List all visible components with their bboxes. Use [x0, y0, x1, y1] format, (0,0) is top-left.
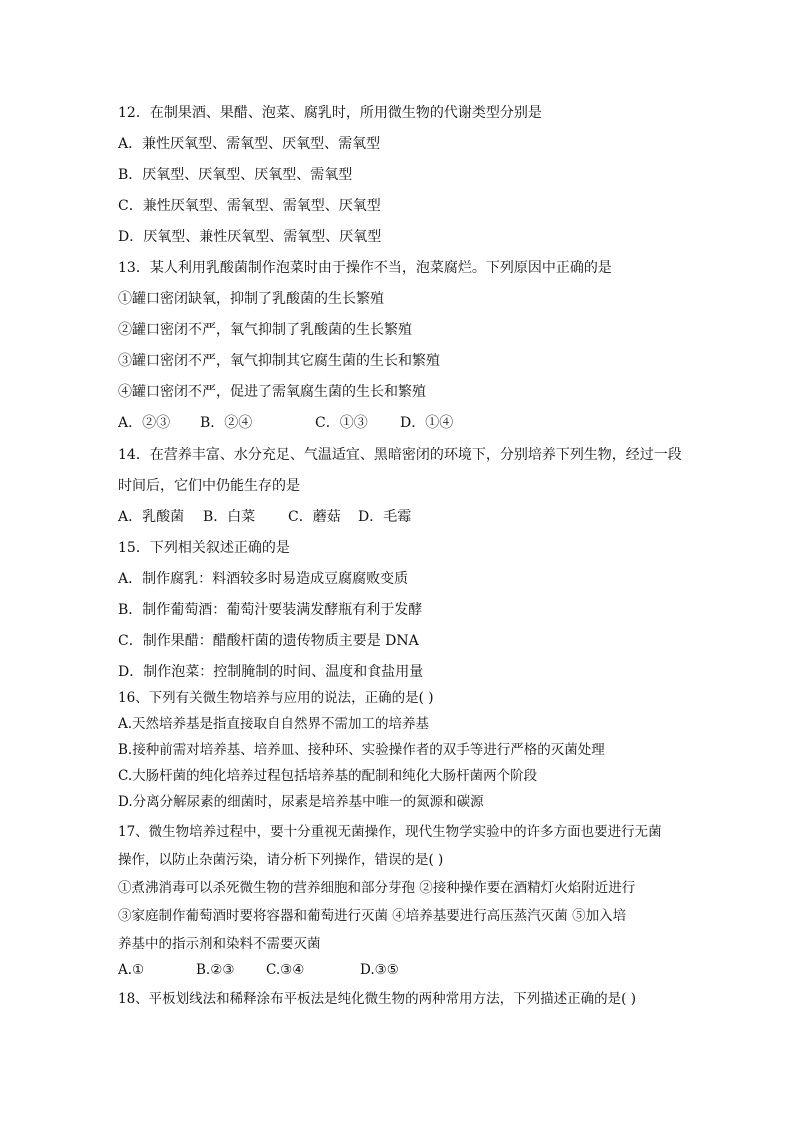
q13-option-c: C．①③ — [315, 415, 368, 431]
q15-option-c: C．制作果醋：醋酸杆菌的遗传物质主要是 DNA — [118, 633, 419, 649]
q16-stem: 16、下列有关微生物培养与应用的说法，正确的是( ) — [118, 690, 434, 706]
q14-stem-line2: 时间后，它们中仍能生存的是 — [118, 478, 300, 494]
q14-option-c: C．蘑菇 — [288, 509, 341, 525]
q12-option-c: C．兼性厌氧型、需氧型、需氧型、厌氧型 — [118, 198, 381, 214]
q18-stem: 18、平板划线法和稀释涂布平板法是纯化微生物的两种常用方法，下列描述正确的是( ) — [118, 991, 637, 1007]
q16-option-a: A.天然培养基是指直接取自自然界不需加工的培养基 — [118, 716, 430, 732]
q17-option-d: D.③⑤ — [360, 962, 399, 978]
q14-stem-line1: 14．在营养丰富、水分充足、气温适宜、黑暗密闭的环境下，分别培养下列生物，经过一段 — [118, 447, 682, 463]
q16-option-b: B.接种前需对培养基、培养皿、接种环、实验操作者的双手等进行严格的灭菌处理 — [118, 742, 605, 758]
q16-option-c: C.大肠杆菌的纯化培养过程包括培养基的配制和纯化大肠杆菌两个阶段 — [118, 768, 538, 784]
q16-option-d: D.分离分解尿素的细菌时，尿素是培养基中唯一的氮源和碳源 — [118, 794, 484, 810]
q12-option-d: D．厌氧型、兼性厌氧型、需氧型、厌氧型 — [118, 229, 382, 245]
q14-option-a: A．乳酸菌 — [118, 509, 185, 525]
q14-option-d: D．毛霉 — [358, 509, 412, 525]
q13-item-2: ②罐口密闭不严，氧气抑制了乳酸菌的生长繁殖 — [118, 322, 412, 338]
q17-stem-line1: 17、微生物培养过程中，要十分重视无菌操作，现代生物学实验中的许多方面也要进行无菌 — [118, 824, 662, 840]
q13-item-4: ④罐口密闭不严，促进了需氧腐生菌的生长和繁殖 — [118, 384, 426, 400]
q17-items-line2: ③家庭制作葡萄酒时要将容器和葡萄进行灭菌 ④培养基要进行高压蒸汽灭菌 ⑤加入培 — [118, 908, 627, 924]
q13-item-3: ③罐口密闭不严，氧气抑制其它腐生菌的生长和繁殖 — [118, 353, 440, 369]
q17-option-b: B.②③ — [196, 962, 235, 978]
q13-option-d: D．①④ — [400, 415, 454, 431]
q15-option-d: D．制作泡菜：控制腌制的时间、温度和食盐用量 — [118, 664, 424, 680]
q15-option-a: A．制作腐乳：料酒较多时易造成豆腐腐败变质 — [118, 571, 409, 587]
q13-option-b: B．②④ — [200, 415, 253, 431]
q17-items-line1: ①煮沸消毒可以杀死微生物的营养细胞和部分芽孢 ②接种操作要在酒精灯火焰附近进行 — [118, 880, 636, 896]
q13-stem: 13．某人利用乳酸菌制作泡菜时由于操作不当，泡菜腐烂。下列原因中正确的是 — [118, 260, 612, 276]
q15-stem: 15．下列相关叙述正确的是 — [118, 540, 290, 556]
q17-items-line3: 养基中的指示剂和染料不需要灭菌 — [118, 936, 321, 952]
q14-option-b: B．白菜 — [203, 509, 256, 525]
q13-item-1: ①罐口密闭缺氧，抑制了乳酸菌的生长繁殖 — [118, 291, 384, 307]
q17-option-a: A.① — [118, 962, 145, 978]
q13-option-a: A．②③ — [118, 415, 171, 431]
q15-option-b: B．制作葡萄酒：葡萄汁要装满发酵瓶有利于发酵 — [118, 602, 423, 618]
q17-stem-line2: 操作，以防止杂菌污染，请分析下列操作，错误的是( ) — [118, 852, 444, 868]
q12-stem: 12．在制果酒、果醋、泡菜、腐乳时，所用微生物的代谢类型分别是 — [118, 105, 542, 121]
q12-option-a: A．兼性厌氧型、需氧型、厌氧型、需氧型 — [118, 136, 381, 152]
q12-option-b: B．厌氧型、厌氧型、厌氧型、需氧型 — [118, 167, 353, 183]
q17-option-c: C.③④ — [266, 962, 305, 978]
